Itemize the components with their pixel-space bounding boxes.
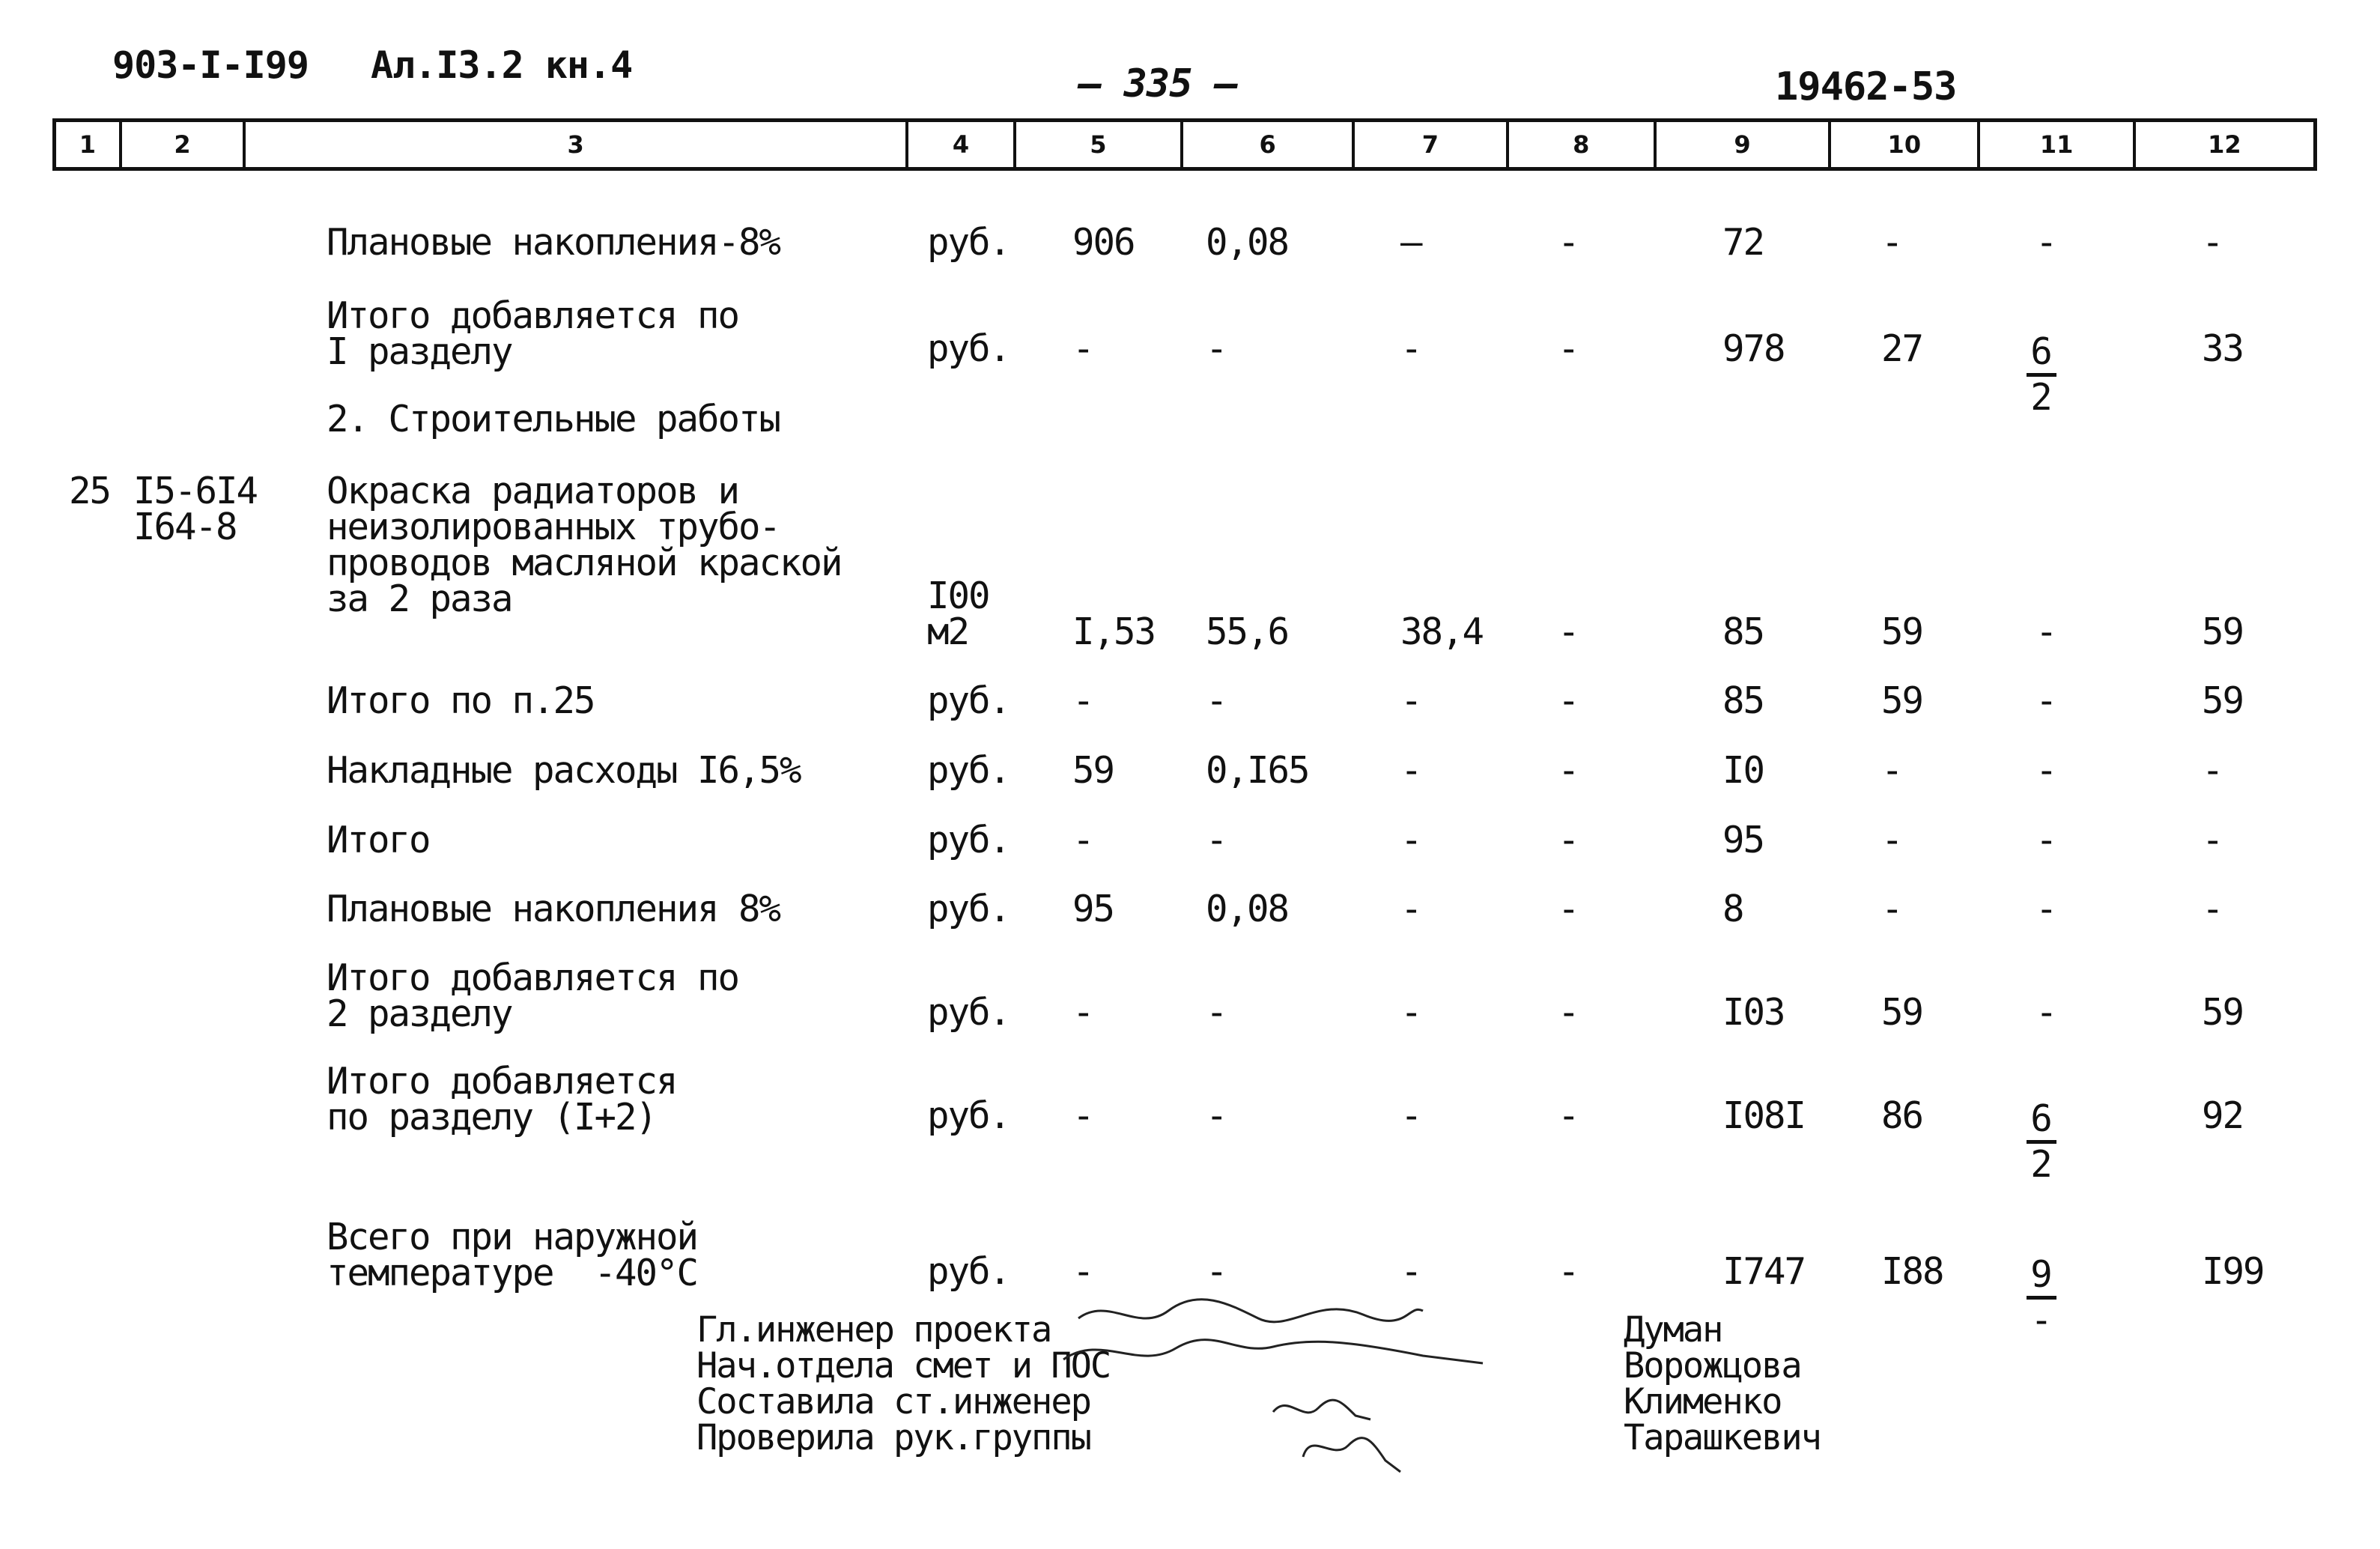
fraction-denominator: 2 <box>2030 376 2053 419</box>
row-unit: руб. <box>927 888 1010 930</box>
row-description: Итого добавляется по 2 разделу <box>327 957 739 1035</box>
row-col5: - <box>1072 819 1093 861</box>
fraction-denominator: - <box>2030 1299 2053 1342</box>
column-header-10: 10 <box>1831 122 1980 167</box>
row-col5: 95 <box>1072 888 1114 930</box>
row-col9: 978 <box>1722 327 1785 370</box>
row-col11: - <box>2036 221 2056 264</box>
album-reference: Ал.I3.2 кн.4 <box>371 43 633 87</box>
row-col9: I747 <box>1722 1250 1806 1293</box>
row-col7: - <box>1400 749 1421 792</box>
row-col6: 0,08 <box>1206 221 1289 264</box>
row-unit: руб. <box>927 221 1010 264</box>
row-description: Плановые накопления 8% <box>327 888 780 930</box>
signature-titles: Гл.инженер проекта Нач.отдела смет и ПОС Составила ст.инженер Проверила рук.группы <box>696 1309 1111 1458</box>
row-col11-fraction <box>2027 1254 2056 1342</box>
row-col6: 0,08 <box>1206 888 1289 930</box>
row-col5: 59 <box>1072 749 1114 792</box>
row-col10: I88 <box>1881 1250 1943 1293</box>
handwritten-signatures <box>1048 1288 1588 1498</box>
row-col6: - <box>1206 819 1227 861</box>
row-col8: - <box>1558 749 1579 792</box>
row-description: Накладные расходы I6,5% <box>327 749 801 792</box>
row-col8: - <box>1558 819 1579 861</box>
column-header-11: 11 <box>1980 122 2135 167</box>
column-header-row <box>52 118 2317 171</box>
row-col5: - <box>1072 991 1093 1034</box>
row-col10: - <box>1881 888 1902 930</box>
column-header-3: 3 <box>246 122 908 167</box>
row-description: Итого по п.25 <box>327 679 595 722</box>
row-col10: 59 <box>1881 679 1923 722</box>
fraction-denominator: 2 <box>2030 1143 2053 1186</box>
row-col12: - <box>2202 819 2223 861</box>
row-col8: - <box>1558 991 1579 1034</box>
row-col9: 85 <box>1722 679 1764 722</box>
row-col8: - <box>1558 1250 1579 1293</box>
row-col7: 38,4 <box>1400 610 1484 653</box>
row-col6: 0,I65 <box>1206 749 1309 792</box>
row-col8: - <box>1558 221 1579 264</box>
row-col12: 33 <box>2202 327 2244 370</box>
row-col11-fraction <box>2027 331 2056 419</box>
page-number: — 335 — <box>1078 61 1238 106</box>
row-description: Плановые накопления-8% <box>327 221 780 264</box>
row-col7: - <box>1400 1250 1421 1293</box>
fraction-numerator: 6 <box>2027 1098 2056 1144</box>
row-unit: I00 м2 <box>927 575 989 653</box>
row-col5: I,53 <box>1072 610 1156 653</box>
row-col12: 59 <box>2202 991 2244 1034</box>
row-col5: - <box>1072 679 1093 722</box>
column-header-7: 7 <box>1355 122 1508 167</box>
row-description: Окраска радиаторов и неизолированных трубо- проводов масляной краской за 2 раза <box>327 470 842 620</box>
row-col7: - <box>1400 1094 1421 1137</box>
row-col6: - <box>1206 327 1227 370</box>
column-header-9: 9 <box>1657 122 1831 167</box>
row-col10: 59 <box>1881 610 1923 653</box>
row-col8: - <box>1558 679 1579 722</box>
row-col11: - <box>2036 679 2056 722</box>
row-col5: 906 <box>1072 221 1135 264</box>
signature-names: Думан Ворожцова Клименко Тарашкевич <box>1624 1309 1821 1458</box>
column-header-2: 2 <box>122 122 246 167</box>
row-col12: 92 <box>2202 1094 2244 1137</box>
row-col11: - <box>2036 610 2056 653</box>
row-col6: - <box>1206 679 1227 722</box>
row-unit: руб. <box>927 749 1010 792</box>
row-unit: руб. <box>927 327 1010 370</box>
row-description: Итого <box>327 819 430 861</box>
row-col9: I0 <box>1722 749 1764 792</box>
row-description: Итого добавляется по I разделу <box>327 294 739 373</box>
row-col9: I03 <box>1722 991 1785 1034</box>
row-col9: 95 <box>1722 819 1764 861</box>
row-col7: - <box>1400 888 1421 930</box>
column-header-1: 1 <box>56 122 122 167</box>
column-header-5: 5 <box>1016 122 1183 167</box>
row-col10: - <box>1881 749 1902 792</box>
row-col5: - <box>1072 327 1093 370</box>
row-col11: - <box>2036 991 2056 1034</box>
row-col9: 85 <box>1722 610 1764 653</box>
row-col12: - <box>2202 749 2223 792</box>
row-col10: 59 <box>1881 991 1923 1034</box>
row-col6: - <box>1206 991 1227 1034</box>
row-col11: - <box>2036 888 2056 930</box>
row-description: Итого добавляется по разделу (I+2) <box>327 1060 677 1139</box>
row-number: 25 <box>69 470 111 512</box>
row-col8: - <box>1558 327 1579 370</box>
row-description: Всего при наружной температуре -40°C <box>327 1216 698 1294</box>
row-col8: - <box>1558 1094 1579 1137</box>
document-number: 19462-53 <box>1775 64 1957 109</box>
column-header-12: 12 <box>2208 130 2241 159</box>
fraction-numerator: 9 <box>2027 1254 2056 1300</box>
row-col8: - <box>1558 610 1579 653</box>
row-col12: I99 <box>2202 1250 2264 1293</box>
row-col9: 72 <box>1722 221 1764 264</box>
column-header-4: 4 <box>908 122 1016 167</box>
row-col11-fraction <box>2027 1098 2056 1186</box>
row-col5: - <box>1072 1094 1093 1137</box>
row-col6: 55,6 <box>1206 610 1289 653</box>
row-col6: - <box>1206 1250 1227 1293</box>
fraction-numerator: 6 <box>2027 331 2056 377</box>
row-unit: руб. <box>927 819 1010 861</box>
row-col12: - <box>2202 221 2223 264</box>
document-code: 903-I-I99 <box>112 43 309 87</box>
column-header-6: 6 <box>1183 122 1355 167</box>
row-col7: - <box>1400 991 1421 1034</box>
row-col12: - <box>2202 888 2223 930</box>
row-col9: I08I <box>1722 1094 1806 1137</box>
row-col5: - <box>1072 1250 1093 1293</box>
row-col11: - <box>2036 749 2056 792</box>
row-col12: 59 <box>2202 679 2244 722</box>
row-col10: - <box>1881 221 1902 264</box>
row-col9: 8 <box>1722 888 1743 930</box>
row-code: I5-6I4 I64-8 <box>133 470 258 548</box>
row-unit: руб. <box>927 1094 1010 1137</box>
row-col7: - <box>1400 679 1421 722</box>
column-header-8: 8 <box>1509 122 1657 167</box>
row-col7: - <box>1400 819 1421 861</box>
row-col10: 86 <box>1881 1094 1923 1137</box>
section-heading: 2. Строительные работы <box>327 398 780 440</box>
row-col6: - <box>1206 1094 1227 1137</box>
row-col7: — <box>1400 221 1421 264</box>
row-unit: руб. <box>927 679 1010 722</box>
row-col12: 59 <box>2202 610 2244 653</box>
row-unit: руб. <box>927 1250 1010 1293</box>
row-col10: - <box>1881 819 1902 861</box>
row-col8: - <box>1558 888 1579 930</box>
row-col10: 27 <box>1881 327 1923 370</box>
row-unit: руб. <box>927 991 1010 1034</box>
row-col11: - <box>2036 819 2056 861</box>
row-col7: - <box>1400 327 1421 370</box>
